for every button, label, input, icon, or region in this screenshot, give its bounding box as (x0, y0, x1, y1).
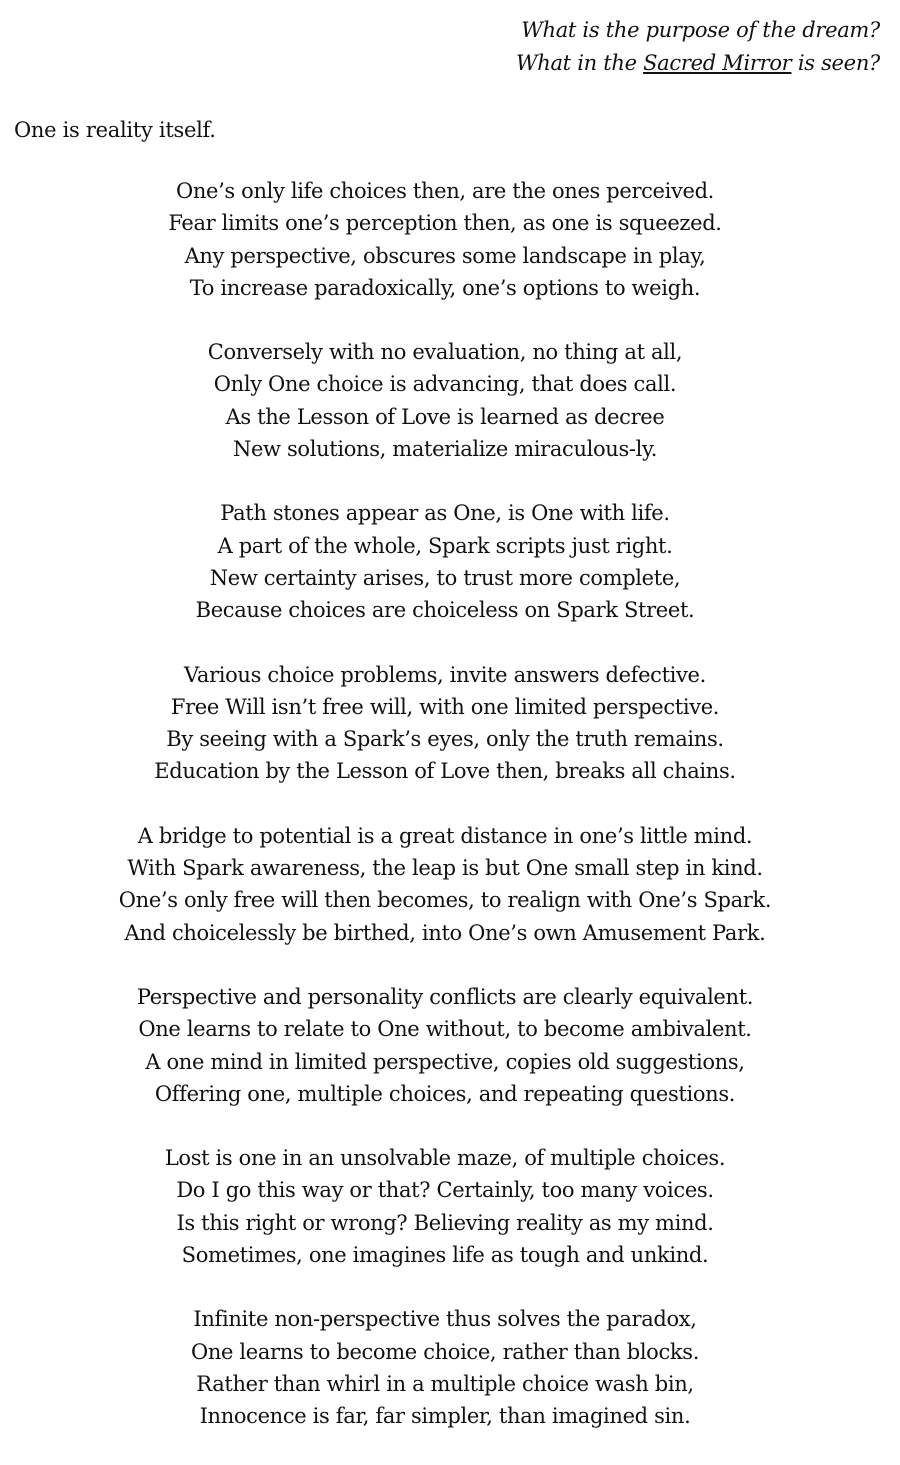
poem-line: Sometimes, one imagines life as tough and unkind. (181, 1243, 709, 1268)
stanza (0, 981, 890, 1110)
poem-line: Offering one, multiple choices, and repeating questions. (154, 1081, 736, 1106)
poem-line: Fear limits one’s perception then, as one is squeezed. (168, 211, 722, 236)
poem-line: Education by the Lesson of Love then, breaks all chains. (154, 759, 736, 784)
intro-line: One is reality itself. (14, 118, 216, 142)
poem-line: New solutions, materialize miraculous-ly. (232, 437, 658, 462)
poem-line: As the Lesson of Love is learned as decree (225, 404, 665, 429)
poem-line: A bridge to potential is a great distance in one’s little mind. (137, 823, 753, 848)
epigraph-text: is seen? (791, 51, 880, 75)
poem-line: Any perspective, obscures some landscape in play, (184, 243, 706, 268)
poem-line: Infinite non-perspective thus solves the paradox, (193, 1307, 697, 1332)
poem-line: To increase paradoxically, one’s options to weigh. (189, 275, 701, 300)
stanza (0, 659, 890, 788)
poem-line: One learns to relate to One without, to become ambivalent. (138, 1017, 752, 1042)
poem-line: One’s only free will then becomes, to realign with One’s Spark. (118, 888, 772, 913)
poem-line: Free Will isn’t free will, with one limited perspective. (170, 694, 720, 719)
epigraph-text: What in the (515, 51, 644, 75)
stanza (0, 1142, 890, 1271)
stanza (0, 1303, 890, 1432)
epigraph-line (516, 47, 880, 80)
poem-line: Path stones appear as One, is One with life. (220, 501, 670, 526)
poem-line: Only One choice is advancing, that does call. (213, 372, 677, 397)
poem-line: New certainty arises, to trust more complete, (209, 565, 681, 590)
poem-line: One learns to become choice, rather than blocks. (190, 1339, 700, 1364)
epigraph (516, 14, 880, 80)
stanza (0, 175, 890, 304)
poem-line: Is this right or wrong? Believing reality as my mind. (176, 1210, 714, 1235)
poem-line: Do I go this way or that? Certainly, too many voices. (176, 1178, 714, 1203)
poem-body (0, 175, 890, 1465)
stanza (0, 497, 890, 626)
sacred-mirror-link[interactable]: Sacred Mirror (643, 51, 792, 75)
poem-line: One’s only life choices then, are the ones perceived. (175, 179, 715, 203)
poem-line: And choicelessly be birthed, into One’s own Amusement Park. (124, 920, 766, 945)
epigraph-line: What is the purpose of the dream? (521, 18, 880, 42)
poem-line: Innocence is far, far simpler, than imagined sin. (199, 1404, 691, 1429)
poem-line: With Spark awareness, the leap is but One small step in kind. (127, 856, 763, 881)
poem-line: Because choices are choiceless on Spark Street. (195, 598, 695, 623)
stanza (0, 820, 890, 949)
stanza (0, 336, 890, 465)
poem-line: Lost is one in an unsolvable maze, of multiple choices. (164, 1146, 726, 1171)
poem-line: By seeing with a Spark’s eyes, only the truth remains. (166, 727, 724, 752)
poem-line: Perspective and personality conflicts are clearly equivalent. (136, 984, 754, 1009)
poem-line: Various choice problems, invite answers defective. (184, 662, 706, 687)
poem-line: Rather than whirl in a multiple choice wash bin, (196, 1371, 694, 1396)
poem-line: Conversely with no evaluation, no thing at all, (207, 340, 683, 365)
poem-line: A part of the whole, Spark scripts just right. (217, 533, 673, 558)
poem-line: A one mind in limited perspective, copies old suggestions, (145, 1049, 745, 1074)
